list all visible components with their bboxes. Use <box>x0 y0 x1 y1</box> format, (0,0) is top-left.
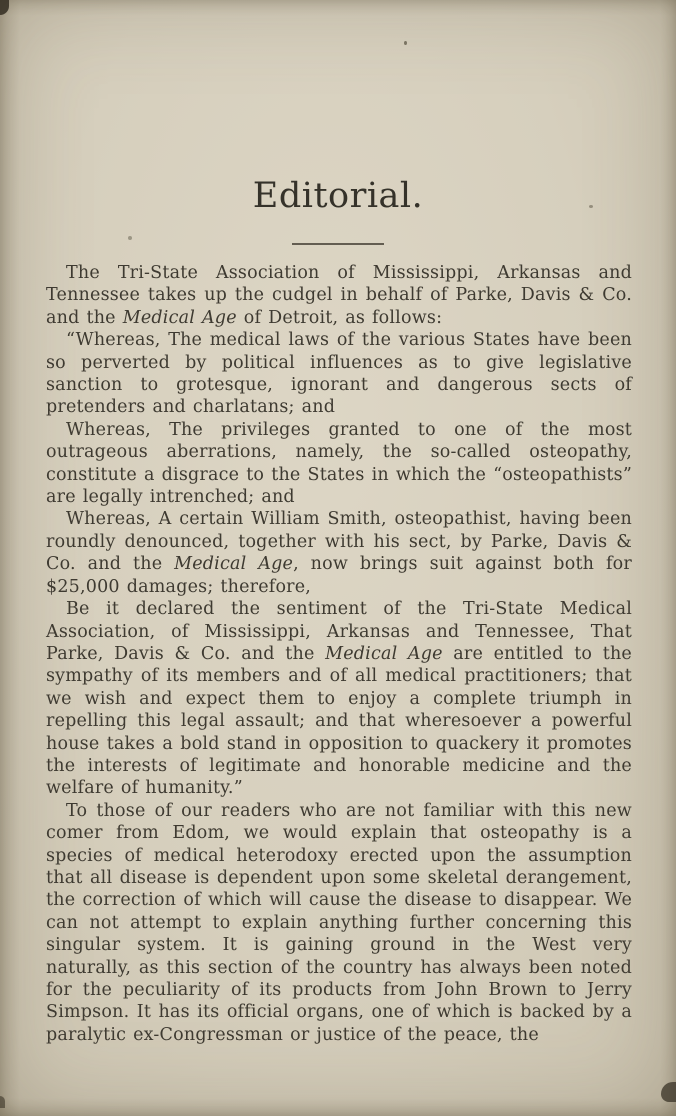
page-corner-mark <box>0 1096 5 1108</box>
paragraph <box>46 329 632 419</box>
italic-text-segment: Medical Age <box>174 554 294 575</box>
italic-text-segment: Medical Age <box>122 307 237 328</box>
page-corner-mark <box>0 0 9 15</box>
paragraph <box>46 262 632 329</box>
text-segment: of Detroit, as follows: <box>236 307 443 328</box>
paragraph <box>46 508 632 598</box>
page-title: Editorial. <box>252 176 424 216</box>
italic-text-segment: Medical Age <box>325 643 443 664</box>
paragraph <box>46 419 632 509</box>
text-segment: Whereas, A certain William Smith, osteopathist, having been roundly denounced, together with his sect, by Parke, Davis & Co. and the <box>46 509 632 575</box>
paragraph <box>46 598 632 800</box>
text-segment: are entitled to the sympathy of its members and of all medical practitioners; that we wish and expect them to enjoy a complete triumph in repelling this legal assault; and that wheresoever a powerful house takes a bold stand in opposition to quackery it promotes the interests of legitimate and honorable medicine and the welfare of humanity.” <box>46 643 632 799</box>
paper-speck <box>404 41 407 45</box>
text-segment: To those of our readers who are not familiar with this new comer from Edom, we would explain that osteopathy is a species of medical heterodoxy erected upon the assumption that all disease is dependent upon some skeletal derangement, the correction of which will cause the disease to disappear. We can not attempt to explain anything further concerning this singular system. It is gaining ground in the West very naturally, as this section of the country has always been noted for the peculiarity of its products from John Brown to Jerry Simpson. It has its official organs, one of which is backed by a paralytic ex-Congressman or justice of the peace, the <box>46 800 632 1045</box>
paragraph <box>46 800 632 1046</box>
text-segment: “Whereas, The medical laws of the various States have been so perverted by political influences as to give legislative sanction to grotesque, ignorant and dangerous sects of pretenders and charlatans; and <box>46 330 632 418</box>
paper-speck <box>128 236 132 240</box>
text-segment: The Tri-State Association of Mississippi, Arkansas and Tennessee takes up the cudgel in behalf of Parke, Davis & Co. and the <box>46 263 632 328</box>
title-divider <box>292 243 384 245</box>
page-corner-mark <box>661 1082 676 1102</box>
text-segment: , now brings suit against both for $25,000 damages; therefore, <box>46 554 632 597</box>
editorial-body <box>46 262 632 1046</box>
text-segment: Be it declared the sentiment of the Tri-State Medical Association, of Mississippi, Arkansas and Tennessee, That Parke, Davis & Co. and the <box>46 599 632 664</box>
text-segment: Whereas, The privileges granted to one of the most outrageous aberrations, namely, the so-called osteopathy, constitute a disgrace to the States in which the “osteopathists” are legally intrenched; and <box>46 419 632 508</box>
